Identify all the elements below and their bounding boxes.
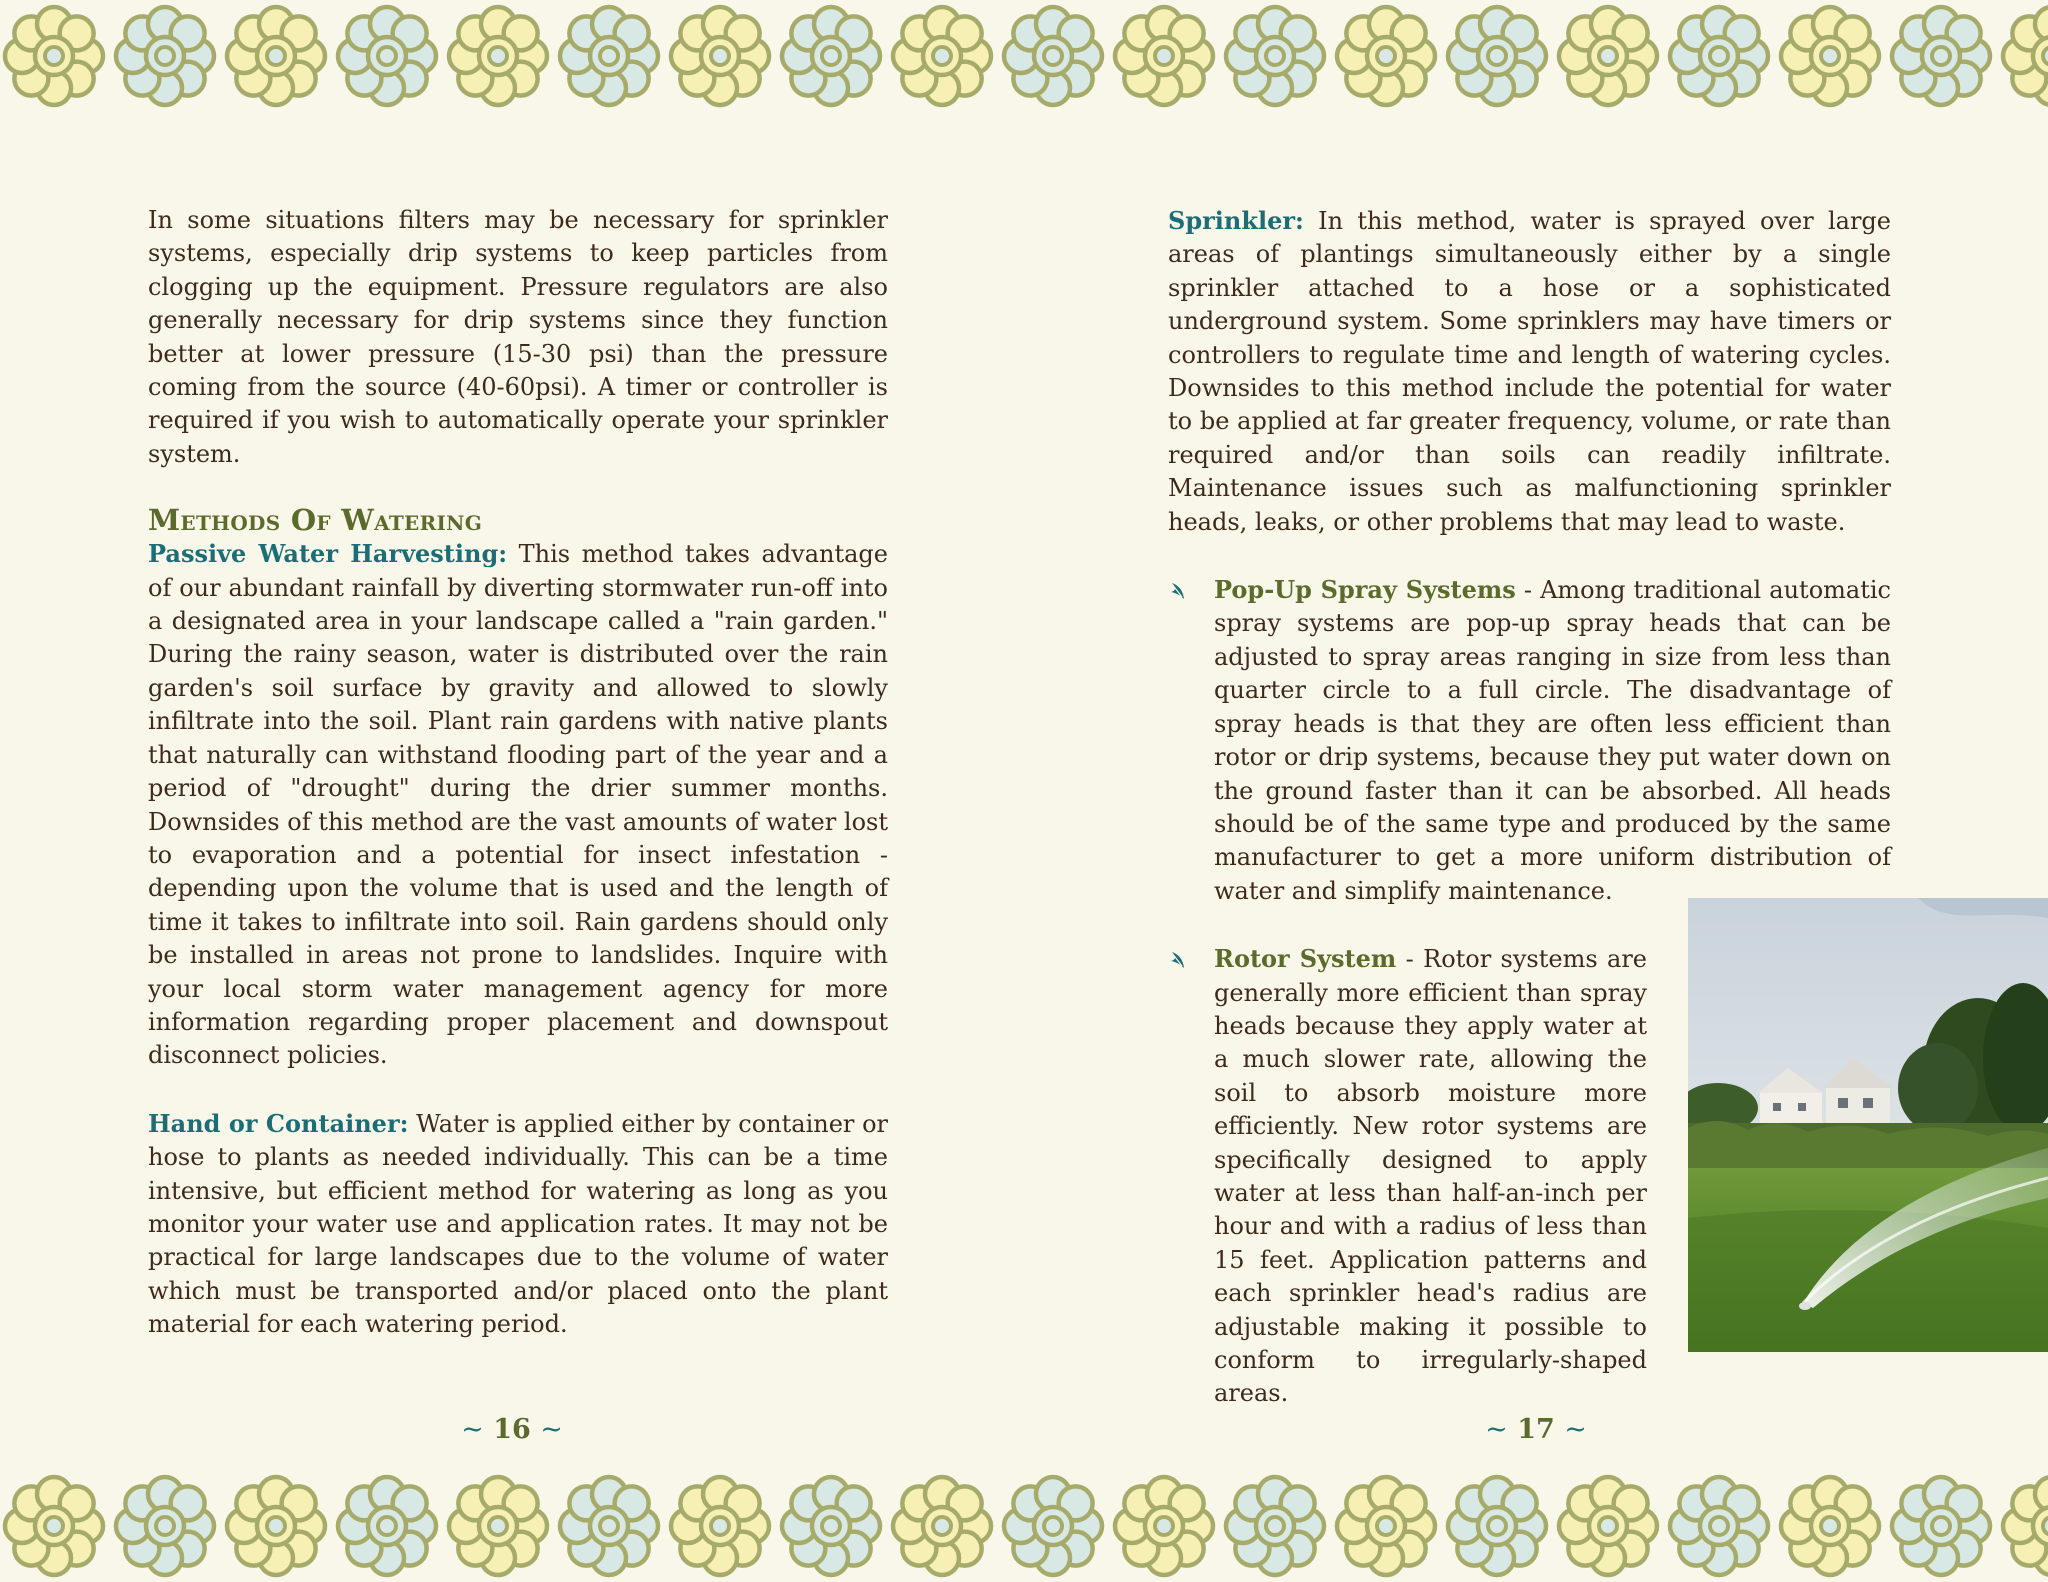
flower-ornament [886,0,998,112]
flower-ornament [1774,1470,1886,1582]
sprinkler-lead: Sprinkler: [1168,206,1304,235]
flower-ornament [553,1470,665,1582]
flower-ornament [0,1470,110,1582]
flower-ornament [1885,1470,1997,1582]
flower-ornament [664,1470,776,1582]
flower-ornament [1441,1470,1553,1582]
flower-ornament [1996,0,2048,112]
page-number-right: ~ 17 ~ [1485,1414,1587,1445]
flower-ornament [220,1470,332,1582]
flower-ornament [1885,0,1997,112]
flower-ornament [331,1470,443,1582]
flower-ornament [109,1470,221,1582]
flower-ornament [220,0,332,112]
flower-ornament [997,0,1109,112]
flower-ornament [1441,0,1553,112]
flower-ornament [553,0,665,112]
popup-spray-paragraph [1214,573,1891,908]
flower-ornament [775,0,887,112]
popup-body: - Among traditional automatic spray systems are pop-up spray heads that can be adjusted to spray areas ranging in size from less than quarter circle to a full circle. The disadvantage of spray heads is that they are often less efficient than rotor or drip systems, because they put water down on the ground faster than it can be absorbed. All heads should be of the same type and produced by the same manufacturer to get a more uniform distribution of water and simplify maintenance. [1214,576,1891,905]
flower-ornament [1996,1470,2048,1582]
sprinkler-paragraph [1168,204,1891,539]
flower-ornament [775,1470,887,1582]
flower-ornament [664,0,776,112]
section-heading: Methods Of Watering [148,503,483,538]
leaf-bullet-icon [1168,950,1188,970]
hand-body: Water is applied either by container or hose to plants as needed individually. This can be a time intensive, but efficient method for watering as long as you monitor your water use and application rates. It may not be practical for large landscapes due to the volume of water which must be transported and/or placed onto the plant material for each watering period. [148,1109,889,1339]
rotor-lead: Rotor System [1214,944,1397,974]
popup-lead: Pop-Up Spray Systems [1214,575,1516,605]
flower-ornament [886,1470,998,1582]
sprinkler-body: In this method, water is sprayed over large areas of plantings simultaneously either by a single sprinkler attached to a hose or a sophisticated underground system. Some sprinklers may have timers or controllers to regulate time and length of watering cycles. Downsides to this method include the potential for water to be applied at far greater frequency, volume, or rate than required and/or than soils can readily infiltrate. Maintenance issues such as malfunctioning sprinkler heads, leaks, or other problems that may lead to waste. [1168,207,1891,536]
flower-ornament [1108,0,1220,112]
passive-lead: Passive Water Harvesting: [148,539,508,569]
hand-container-paragraph [148,1107,888,1342]
bottom-flower-border [0,1470,2048,1582]
flower-ornament [1552,0,1664,112]
flower-ornament [0,0,110,112]
flower-ornament [109,0,221,112]
lawn-sprinkler-photo [1688,898,2048,1352]
intro-paragraph: In some situations filters may be necessary for sprinkler systems, especially drip systems to keep particles from clogging up the equipment. Pressure regulators are also generally necessary for drip systems since they function better at lower pressure (15-30 psi) than the pressure coming from the source (40-60psi). A timer or controller is required if you wish to automatically operate your sprinkler system. [148,206,888,468]
leaf-bullet-icon [1168,581,1188,601]
flower-ornament [442,1470,554,1582]
rotor-body: - Rotor systems are generally more efficient than spray heads because they apply water at a much slower rate, allowing the soil to absorb moisture more efficiently. New rotor systems are specifically designed to apply water at less than half-an-inch per hour and with a radius of less than 15 feet. Application patterns and each sprinkler head's radius are adjustable making it possible to conform to irregularly-shaped areas. [1214,945,1647,1408]
passive-water-harvesting-paragraph [148,537,888,1073]
left-page-column [148,204,888,1342]
top-flower-border [0,0,2048,112]
flower-ornament [442,0,554,112]
flower-ornament [331,0,443,112]
flower-ornament [997,1470,1109,1582]
hand-lead: Hand or Container: [148,1108,409,1138]
flower-ornament [1663,0,1775,112]
page-number-left: ~ 16 ~ [461,1414,563,1445]
flower-ornament [1330,1470,1442,1582]
flower-ornament [1663,1470,1775,1582]
flower-ornament [1219,1470,1331,1582]
flower-ornament [1552,1470,1664,1582]
flower-ornament [1330,0,1442,112]
passive-body: This method takes advantage of our abundant rainfall by diverting stormwater run-off into a designated area in your landscape called a "rain garden." During the rainy season, water is distributed over the rain garden's soil surface by gravity and allowed to slowly infiltrate into the soil. Plant rain gardens with native plants that naturally can withstand flooding part of the year and a period of "drought" during the drier summer months. Downsides of this method are the vast amounts of water lost to evaporation and a potential for insect infestation - depending upon the volume that is used and the length of time it takes to infiltrate into soil. Rain gardens should only be installed in areas not prone to landslides. Inquire with your local storm water management agency for more information regarding proper placement and downspout disconnect policies. [148,540,888,1070]
flower-ornament [1108,1470,1220,1582]
popup-spray-bullet [1168,573,1891,908]
rotor-system-paragraph [1214,942,1647,1411]
flower-ornament [1219,0,1331,112]
flower-ornament [1774,0,1886,112]
